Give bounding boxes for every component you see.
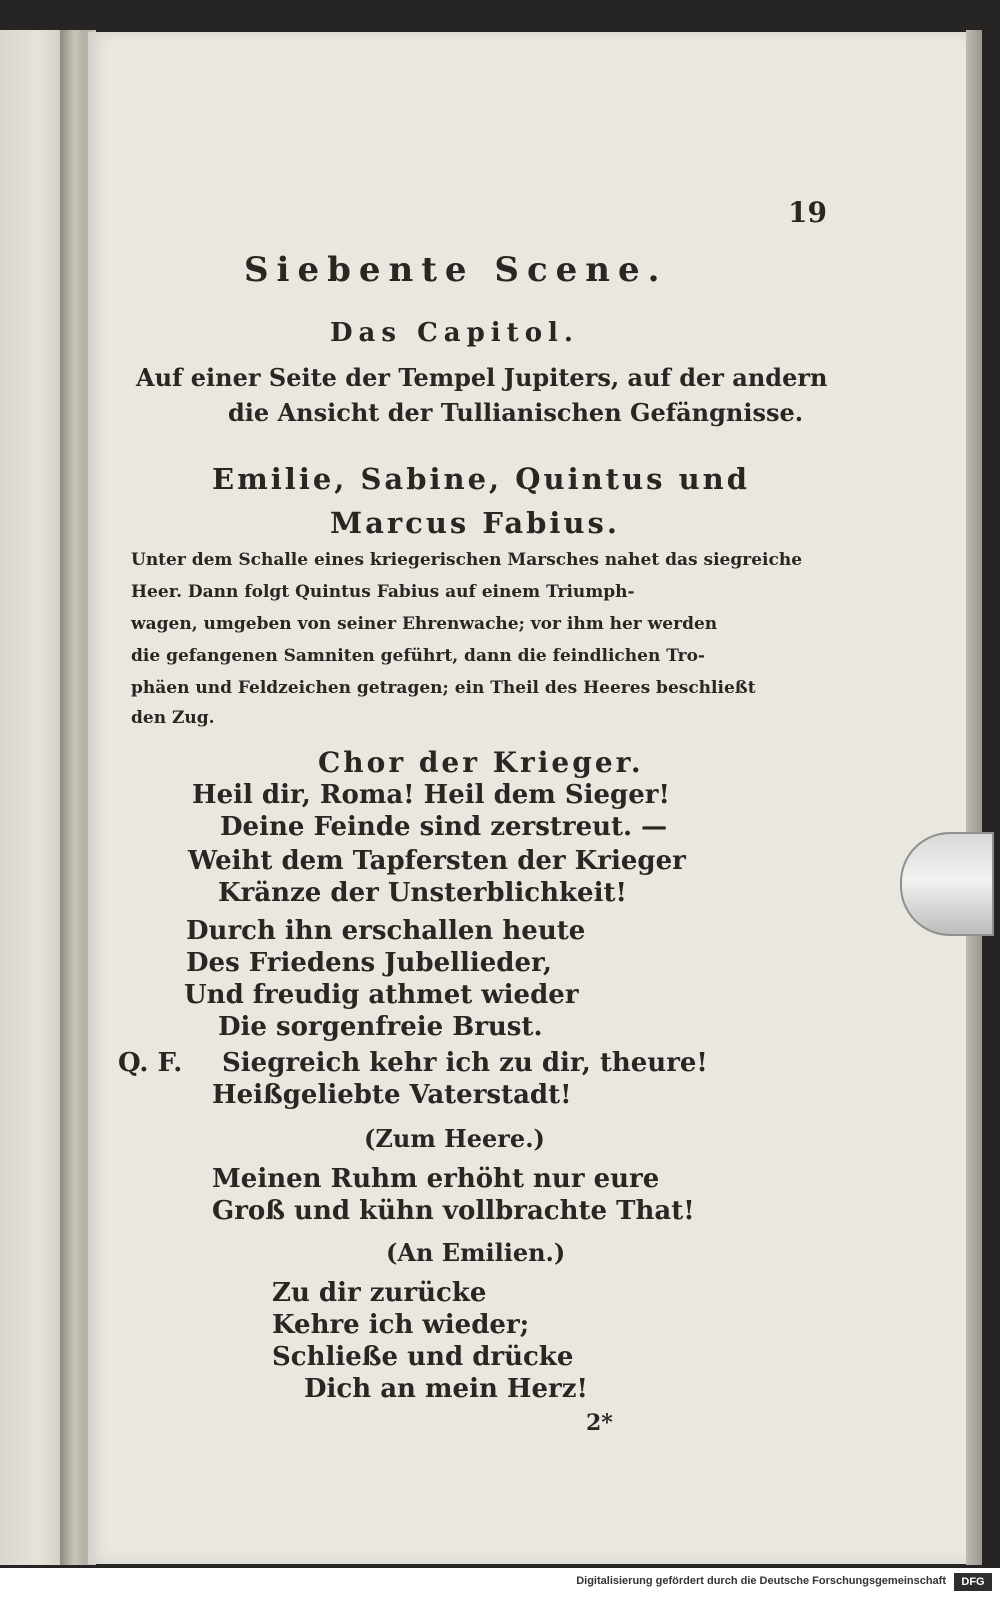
dfg-logo: DFG xyxy=(954,1573,992,1591)
verse-line: Siegreich kehr ich zu dir, theure! xyxy=(222,1048,708,1078)
stage-direction-line: phäen und Feldzeichen getragen; ein Theil des Heeres beschließt xyxy=(131,678,756,698)
verse-line: Weiht dem Tapfersten der Krieger xyxy=(188,846,686,876)
verse-line: Heil dir, Roma! Heil dem Sieger! xyxy=(192,780,670,810)
characters-line: Emilie, Sabine, Quintus und xyxy=(212,462,751,496)
verse-line: Deine Feinde sind zerstreut. — xyxy=(220,812,668,842)
stage-direction-line: die gefangenen Samniten geführt, dann die feindlichen Tro- xyxy=(131,646,705,666)
speaker-label: Q. F. xyxy=(118,1048,183,1078)
verse-line: Die sorgenfreie Brust. xyxy=(218,1012,543,1042)
verse-line: Kränze der Unsterblichkeit! xyxy=(218,878,627,908)
scene-location: Das Capitol. xyxy=(330,318,579,348)
stage-direction-line: Heer. Dann folgt Quintus Fabius auf einem Triumph- xyxy=(131,582,635,602)
stage-direction: (Zum Heere.) xyxy=(364,1124,545,1153)
verse-line: Zu dir zurücke xyxy=(272,1278,487,1308)
left-page xyxy=(0,30,66,1565)
verse-line: Dich an mein Herz! xyxy=(304,1374,588,1404)
verse-line: Schließe und drücke xyxy=(272,1342,574,1372)
verse-line: Heißgeliebte Vaterstadt! xyxy=(212,1080,572,1110)
characters-line: Marcus Fabius. xyxy=(330,506,620,540)
signature-mark: 2* xyxy=(586,1410,613,1436)
stage-direction-line: wagen, umgeben von seiner Ehrenwache; vor ihm her werden xyxy=(131,614,718,634)
verse-line: Meinen Ruhm erhöht nur eure xyxy=(212,1164,660,1194)
stage-direction-line: den Zug. xyxy=(131,708,215,728)
footer-bar xyxy=(0,1568,1000,1598)
setting-line: Auf einer Seite der Tempel Jupiters, auf der andern xyxy=(136,363,828,392)
verse-line: Des Friedens Jubellieder, xyxy=(186,948,552,978)
page-edge xyxy=(966,30,982,1565)
setting-line: die Ansicht der Tullianischen Gefängnisse. xyxy=(228,398,804,427)
stage-direction: (An Emilien.) xyxy=(386,1238,566,1267)
stage-direction-line: Unter dem Schalle eines kriegerischen Marsches nahet das siegreiche xyxy=(131,550,803,570)
chorus-heading: Chor der Krieger. xyxy=(318,746,644,779)
scene-title: Siebente Scene. xyxy=(244,250,668,290)
footer-credit: Digitalisierung gefördert durch die Deutsche Forschungsgemeinschaft xyxy=(576,1575,946,1587)
verse-line: Groß und kühn vollbrachte That! xyxy=(212,1196,695,1226)
verse-line: Kehre ich wieder; xyxy=(272,1310,530,1340)
verse-line: Durch ihn erschallen heute xyxy=(186,916,586,946)
page-number: 19 xyxy=(788,196,827,229)
verse-line: Und freudig athmet wieder xyxy=(184,980,579,1010)
page-clip xyxy=(900,832,994,936)
